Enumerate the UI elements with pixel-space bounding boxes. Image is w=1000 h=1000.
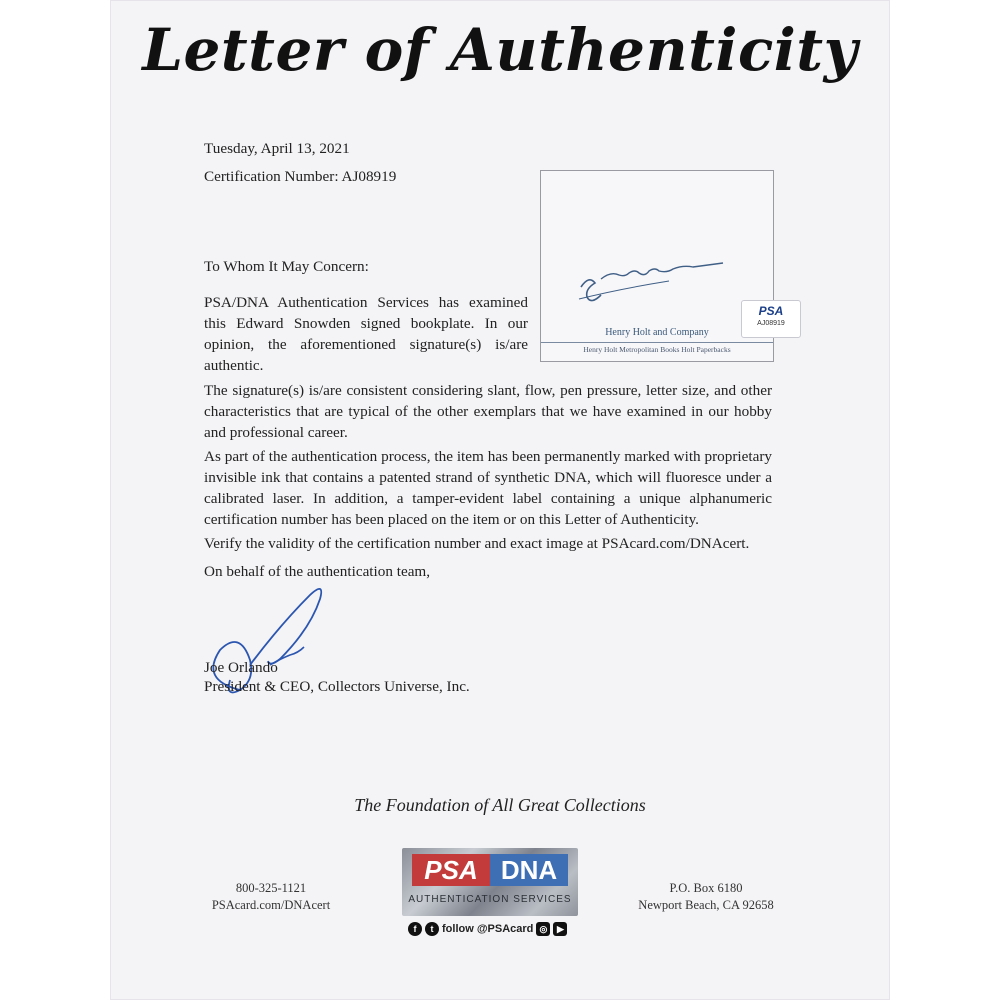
paragraph-examined: PSA/DNA Authentication Services has examined this Edward Snowden signed bookplate. In our opinion, the aforementioned signature(s) is/are authentic. <box>204 294 528 374</box>
bookplate-image <box>540 170 785 362</box>
hologram-subtitle: AUTHENTICATION SERVICES <box>408 894 572 905</box>
salutation: To Whom It May Concern: <box>204 258 369 275</box>
psa-dna-hologram <box>402 848 578 916</box>
bookplate-divider <box>541 342 773 343</box>
instagram-icon: ◎ <box>536 922 550 936</box>
hologram-dna-logo: DNA <box>490 854 568 886</box>
paragraph-consistency: The signature(s) is/are consistent considering slant, flow, pen pressure, letter size, and other characteristics that are typical of the other exemplars that we have examined in our hobby and professional career. <box>204 382 772 441</box>
footer-address-line1: P.O. Box 6180 <box>669 881 743 895</box>
footer-contact-left <box>206 880 336 914</box>
social-follow-text: follow @PSAcard <box>442 923 534 935</box>
psa-label-logo: PSA <box>758 304 784 318</box>
paragraph-verify: Verify the validity of the certification number and exact image at PSAcard.com/DNAcert. <box>204 535 750 552</box>
bookplate-publisher: Henry Holt and Company <box>605 327 709 338</box>
bookplate-imprints: Henry Holt Metropolitan Books Holt Paperbacks <box>583 345 731 354</box>
letter-title: Letter of Authenticity <box>142 16 858 84</box>
signer-name: Joe Orlando <box>204 659 278 676</box>
facebook-icon: f <box>408 922 422 936</box>
psa-label-number: AJ08919 <box>757 320 785 327</box>
social-follow-bar <box>408 919 578 939</box>
footer-phone: 800-325-1121 <box>235 881 307 895</box>
snowden-signature <box>571 249 751 309</box>
paragraph-process: As part of the authentication process, the item has been permanently marked with proprietary invisible ink that contains a patented strand of synthetic DNA, which will fluoresce under a calibrated laser. In addition, a tamper-evident label containing a unique alphanumeric certification number has been placed on the item or on this Letter of Authenticity. <box>204 448 772 528</box>
twitter-icon: t <box>425 922 439 936</box>
footer-website: PSAcard.com/DNAcert <box>211 898 331 912</box>
letter-date: Tuesday, April 13, 2021 <box>204 140 350 157</box>
footer-tagline: The Foundation of All Great Collections <box>354 795 646 815</box>
footer-contact-right <box>636 880 776 914</box>
closing-line: On behalf of the authentication team, <box>204 563 431 580</box>
footer-address-line2: Newport Beach, CA 92658 <box>638 898 774 912</box>
youtube-icon: ▶ <box>553 922 567 936</box>
hologram-psa-logo: PSA <box>412 854 490 886</box>
certification-number: Certification Number: AJ08919 <box>204 168 397 185</box>
signer-title: President & CEO, Collectors Universe, Inc. <box>204 678 470 695</box>
